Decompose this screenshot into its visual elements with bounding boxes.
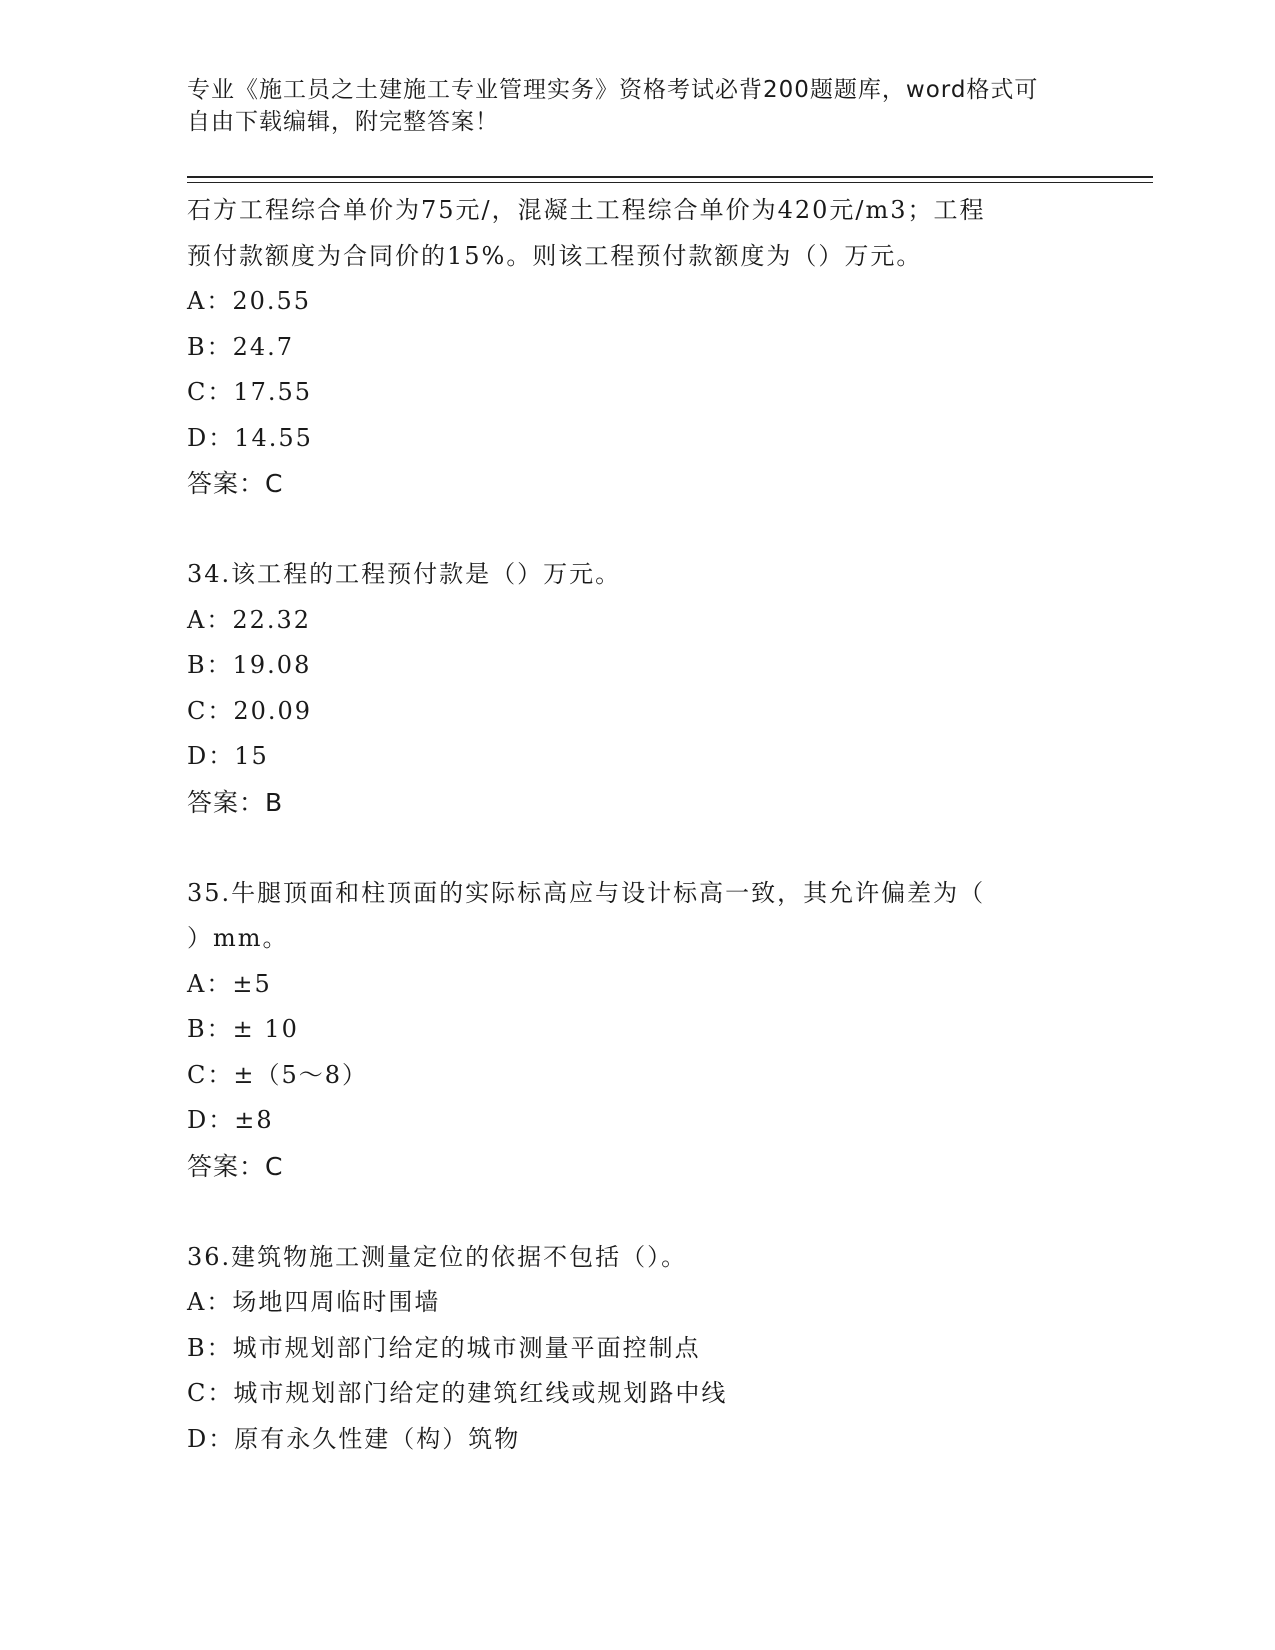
question-stem-line: 36.建筑物施工测量定位的依据不包括（）。 [187,1242,688,1271]
question-34 [187,552,1087,825]
answer-line: 答案：B [187,787,284,817]
option-a: A：20.55 [187,287,312,315]
option-a: A：22.32 [187,605,312,634]
spacer [187,825,1087,871]
document-header [187,74,1067,138]
header-line-1: 专业《施工员之土建施工专业管理实务》资格考试必背200题题库，word格式可 [187,77,1039,103]
option-a: A：场地四周临时围墙 [187,1288,441,1316]
question-stem-line: ）mm。 [187,924,289,952]
spacer [187,507,1087,553]
header-divider-thick [187,176,1153,178]
option-b: B：城市规划部门给定的城市测量平面控制点 [187,1333,701,1362]
question-stem-line: 35.牛腿顶面和柱顶面的实际标高应与设计标高一致，其允许偏差为（ [187,878,986,907]
option-a: A：±5 [187,969,272,998]
option-b: B：19.08 [187,651,312,679]
option-d: D：原有永久性建（构）筑物 [187,1424,521,1453]
question-list [187,188,1087,1462]
question-36 [187,1235,1087,1463]
question-stem-line: 石方工程综合单价为75元/，混凝土工程综合单价为420元/m3；工程 [187,196,986,224]
option-d: D：14.55 [187,423,313,452]
option-c: C：±（5～8） [187,1060,369,1089]
question-stem-line: 34.该工程的工程预付款是（）万元。 [187,560,622,588]
answer-line: 答案：C [187,1151,284,1181]
answer-line: 答案：C [187,469,284,498]
spacer [187,1189,1087,1235]
option-c: C：17.55 [187,378,313,406]
option-c: C：20.09 [187,696,313,725]
header-divider-thin [187,182,1153,183]
option-c: C：城市规划部门给定的建筑红线或规划路中线 [187,1379,728,1407]
option-d: D：15 [187,742,269,770]
option-d: D：±8 [187,1106,274,1134]
question-stem-line: 预付款额度为合同价的15%。则该工程预付款额度为（）万元。 [187,241,923,270]
question-35 [187,871,1087,1190]
option-b: B：24.7 [187,332,295,361]
question-33 [187,188,1087,507]
header-line-2: 自由下载编辑，附完整答案！ [187,109,499,135]
option-b: B：± 10 [187,1015,299,1043]
